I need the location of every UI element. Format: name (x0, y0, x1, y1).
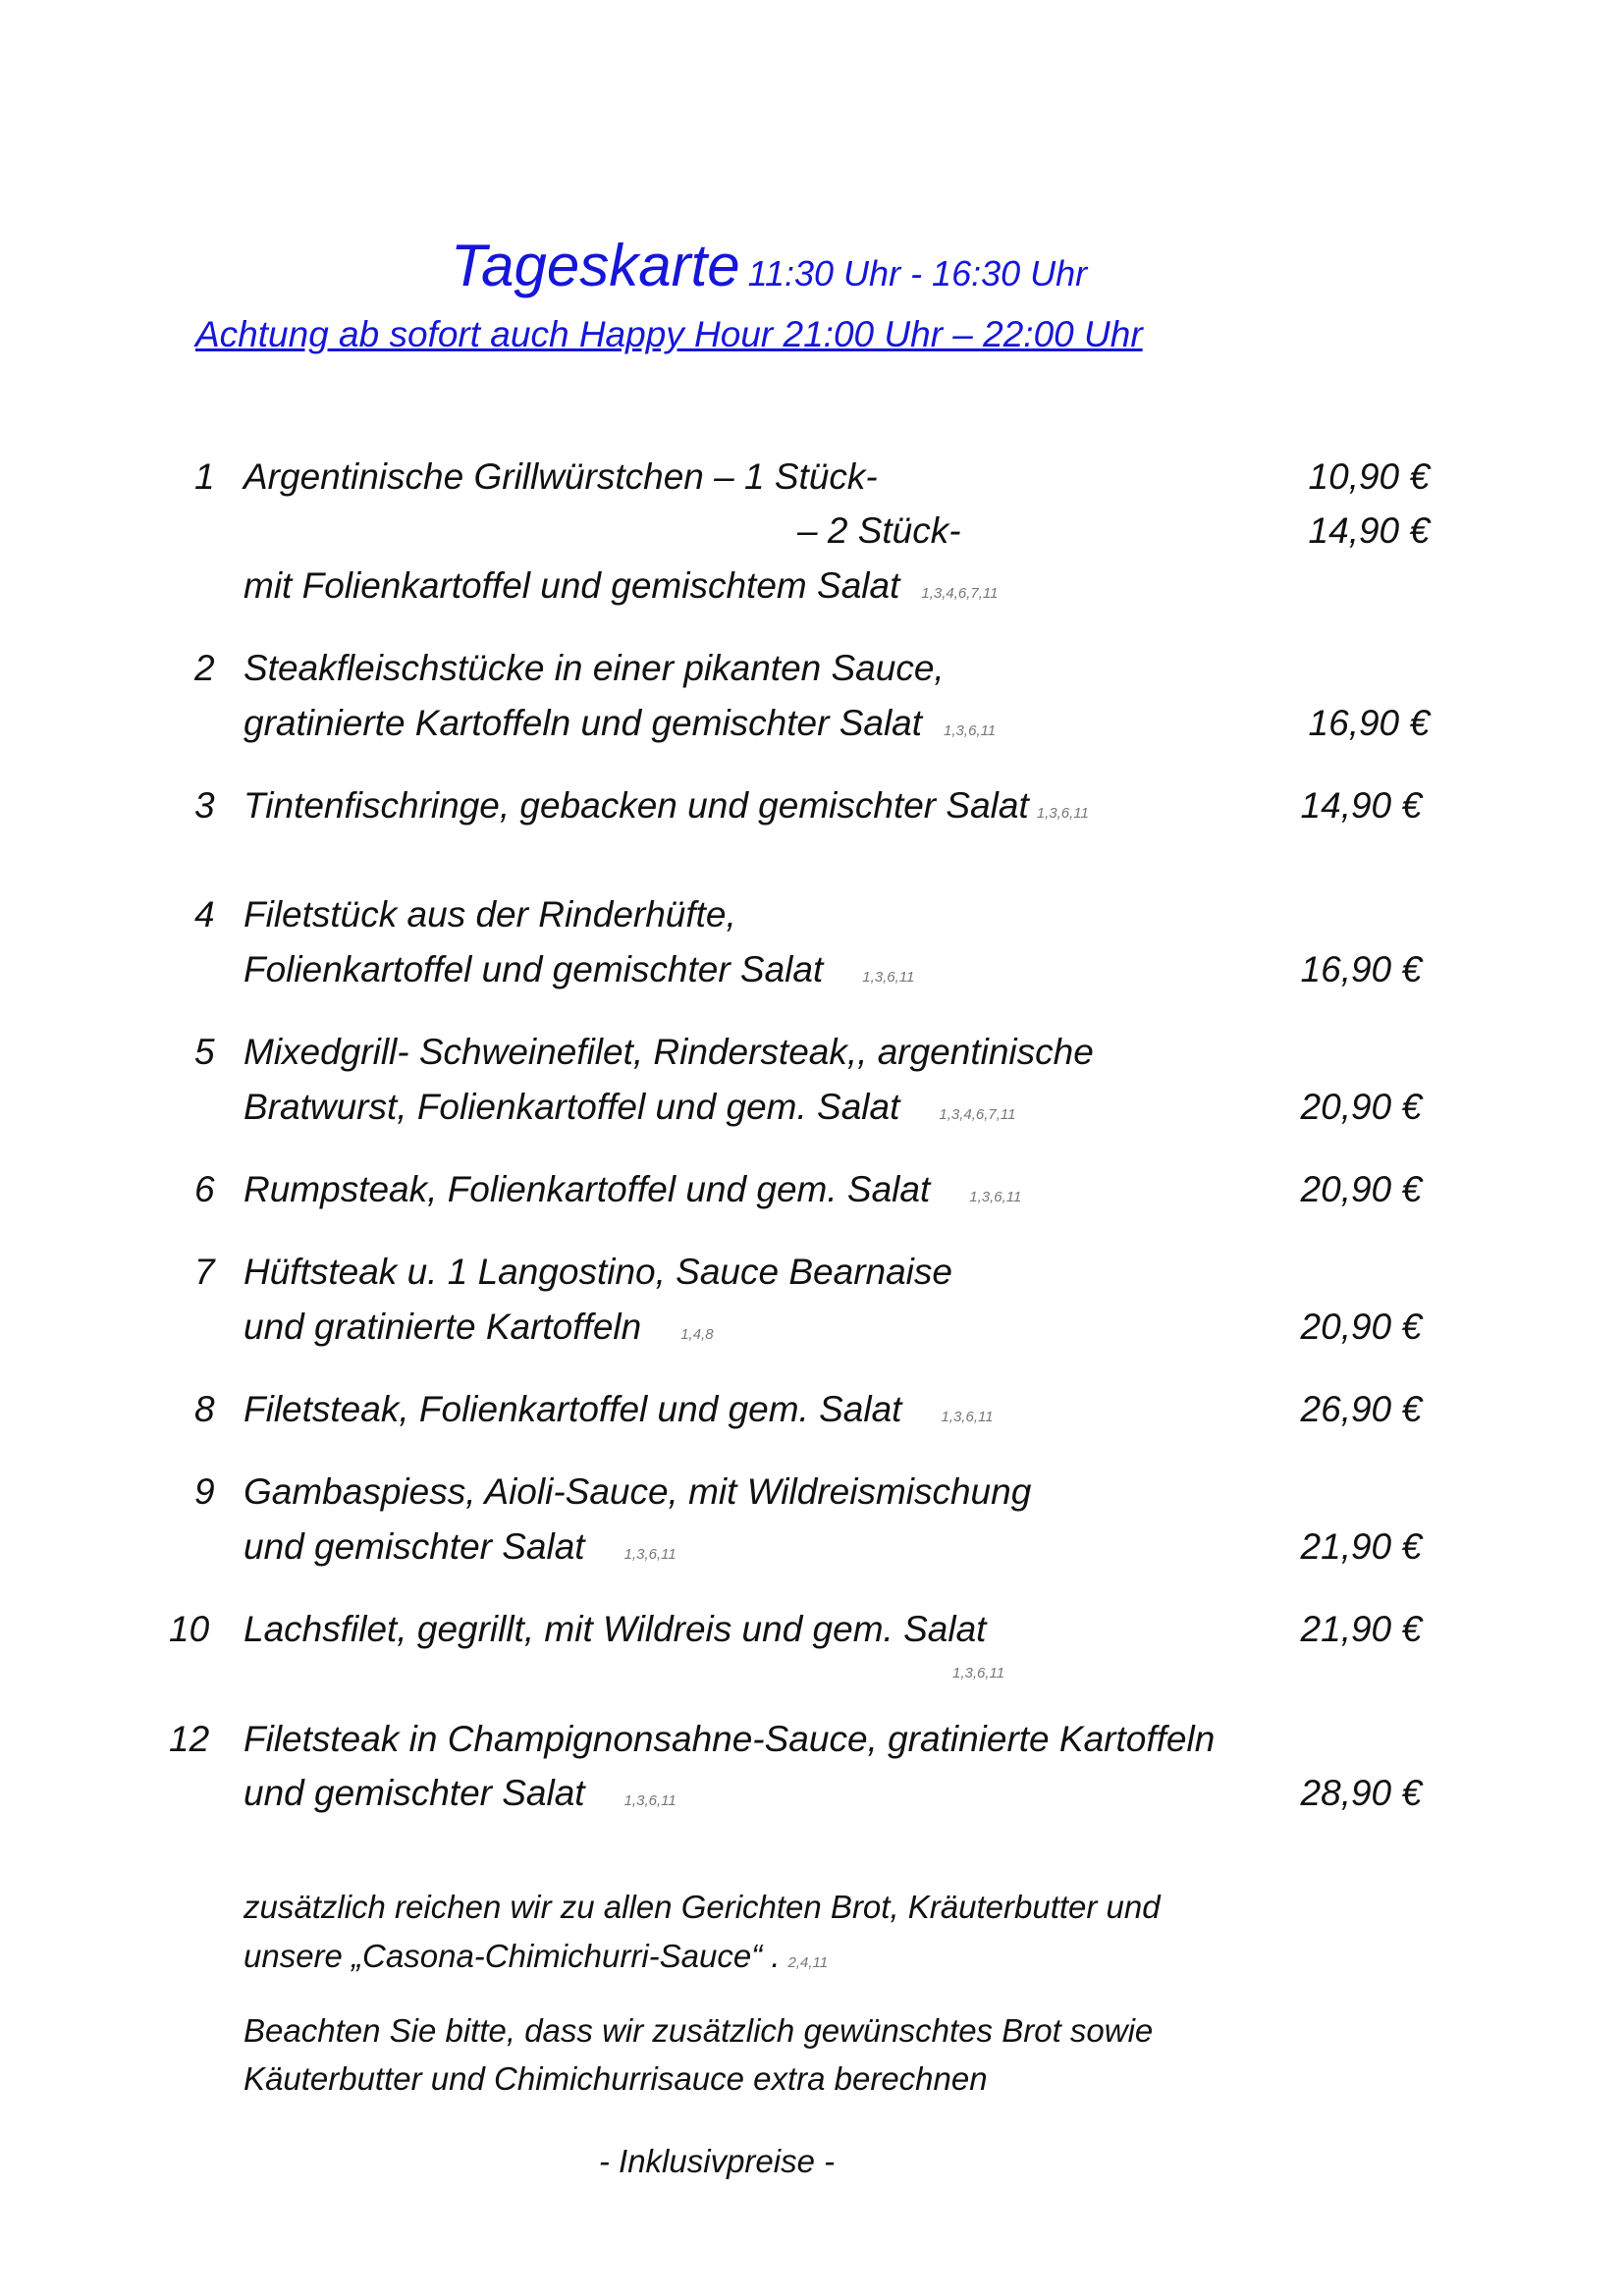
menu-item-8 (0, 1385, 1624, 1434)
item-price: 28,90 € (1300, 1773, 1422, 1813)
menu-item-12-line2 (0, 1769, 1624, 1818)
allergen-codes: 2,4,11 (787, 1954, 829, 1971)
item-number: 8 (194, 1389, 215, 1429)
allergen-codes: 1,3,4,6,7,11 (939, 1106, 1016, 1123)
menu-item-9 (0, 1468, 1624, 1517)
item-price: 16,90 € (1300, 949, 1422, 989)
menu-title (451, 232, 1087, 299)
inclusive-prices-footer: - Inklusivpreise - (598, 2143, 836, 2179)
menu-item-9-line2 (0, 1522, 1624, 1572)
menu-item-7 (0, 1248, 1624, 1297)
happy-hour-notice: Achtung ab sofort auch Happy Hour 21:00 Uhr – 22:00 Uhr (195, 314, 1143, 354)
item-number: 4 (194, 894, 215, 934)
item-price: 20,90 € (1300, 1307, 1422, 1347)
item-text: Lachsfilet, gegrillt, mit Wildreis und gem. Salat (244, 1609, 987, 1649)
menu-item-12 (0, 1715, 1624, 1764)
item-price: 21,90 € (1300, 1609, 1422, 1649)
item-number: 2 (194, 648, 215, 688)
allergen-codes: 1,3,6,11 (969, 1189, 1022, 1205)
item-text: Folienkartoffel und gemischter Salat (244, 949, 824, 989)
item-number: 1 (194, 456, 215, 497)
item-text: Steakfleischstücke in einer pikanten Sauce, (244, 648, 945, 688)
menu-item-1-variant (0, 507, 1624, 556)
menu-item-2 (0, 644, 1624, 693)
item-price: 10,90 € (1308, 456, 1430, 497)
item-text: Filetsteak, Folienkartoffel und gem. Salat (244, 1389, 902, 1429)
item-number: 12 (169, 1719, 210, 1759)
item-text: Hüftsteak u. 1 Langostino, Sauce Bearnaise (244, 1252, 952, 1292)
allergen-codes: 1,3,6,11 (1036, 805, 1089, 822)
menu-item-1 (0, 453, 1624, 502)
item-price: 26,90 € (1300, 1389, 1422, 1429)
menu-item-4-line2 (0, 945, 1624, 994)
item-text: – 2 Stück- (797, 510, 961, 551)
item-text: Mixedgrill- Schweinefilet, Rindersteak,, argentinische (244, 1032, 1094, 1072)
allergen-codes: 1,3,4,6,7,11 (921, 585, 999, 602)
item-text: Argentinische Grillwürstchen – 1 Stück- (244, 456, 878, 497)
allergen-codes: 1,3,6,11 (952, 1665, 1005, 1682)
menu-item-1-desc (0, 561, 1624, 611)
item-number: 3 (194, 785, 215, 826)
title-text: Tageskarte (451, 233, 740, 298)
item-text: Rumpsteak, Folienkartoffel und gem. Salat (244, 1169, 931, 1209)
extra-charge-note-line2: Käuterbutter und Chimichurrisauce extra berechnen (244, 2060, 988, 2097)
item-price: 21,90 € (1300, 1526, 1422, 1567)
item-text: Filetstück aus der Rinderhüfte, (244, 894, 736, 934)
item-text: und gratinierte Kartoffeln (244, 1307, 642, 1347)
bread-note-text: unsere „Casona-Chimichurri-Sauce“ . (244, 1938, 781, 1974)
item-number: 7 (194, 1252, 215, 1292)
item-text: Filetsteak in Champignonsahne-Sauce, gratinierte Kartoffeln (244, 1719, 1216, 1759)
item-text: gratinierte Kartoffeln und gemischter Salat (244, 703, 923, 743)
opening-hours: 11:30 Uhr - 16:30 Uhr (747, 253, 1088, 294)
menu-item-2-line2 (0, 699, 1624, 748)
allergen-codes: 1,3,6,11 (623, 1546, 677, 1563)
item-text: Gambaspiess, Aioli-Sauce, mit Wildreismischung (244, 1471, 1032, 1512)
extra-charge-note-line1: Beachten Sie bitte, dass wir zusätzlich gewünschtes Brot sowie (244, 2012, 1154, 2049)
menu-item-10-allergens (0, 1649, 1624, 1698)
item-price: 20,90 € (1300, 1169, 1422, 1209)
bread-note-line2 (244, 1938, 828, 1975)
allergen-codes: 1,3,6,11 (862, 969, 915, 986)
item-text: Tintenfischringe, gebacken und gemischter Salat (244, 785, 1029, 826)
item-text: mit Folienkartoffel und gemischtem Salat (244, 565, 900, 606)
item-price: 16,90 € (1308, 703, 1430, 743)
menu-item-5 (0, 1028, 1624, 1077)
menu-item-3 (0, 781, 1624, 830)
menu-item-7-line2 (0, 1303, 1624, 1352)
allergen-codes: 1,4,8 (680, 1326, 714, 1343)
menu-item-6 (0, 1165, 1624, 1214)
allergen-codes: 1,3,6,11 (623, 1792, 677, 1809)
item-text: und gemischter Salat (244, 1773, 585, 1813)
allergen-codes: 1,3,6,11 (944, 722, 997, 739)
item-text: Bratwurst, Folienkartoffel und gem. Salat (244, 1087, 900, 1127)
menu-item-4 (0, 890, 1624, 939)
item-price: 20,90 € (1300, 1087, 1422, 1127)
item-number: 10 (169, 1609, 210, 1649)
item-text: und gemischter Salat (244, 1526, 585, 1567)
item-number: 9 (194, 1471, 215, 1512)
bread-note-line1: zusätzlich reichen wir zu allen Gerichten Brot, Kräuterbutter und (244, 1889, 1161, 1925)
allergen-codes: 1,3,6,11 (941, 1409, 994, 1425)
item-price: 14,90 € (1308, 510, 1430, 551)
item-price: 14,90 € (1300, 785, 1422, 826)
item-number: 5 (194, 1032, 215, 1072)
item-number: 6 (194, 1169, 215, 1209)
menu-item-5-line2 (0, 1083, 1624, 1132)
menu-item-10 (0, 1605, 1624, 1654)
